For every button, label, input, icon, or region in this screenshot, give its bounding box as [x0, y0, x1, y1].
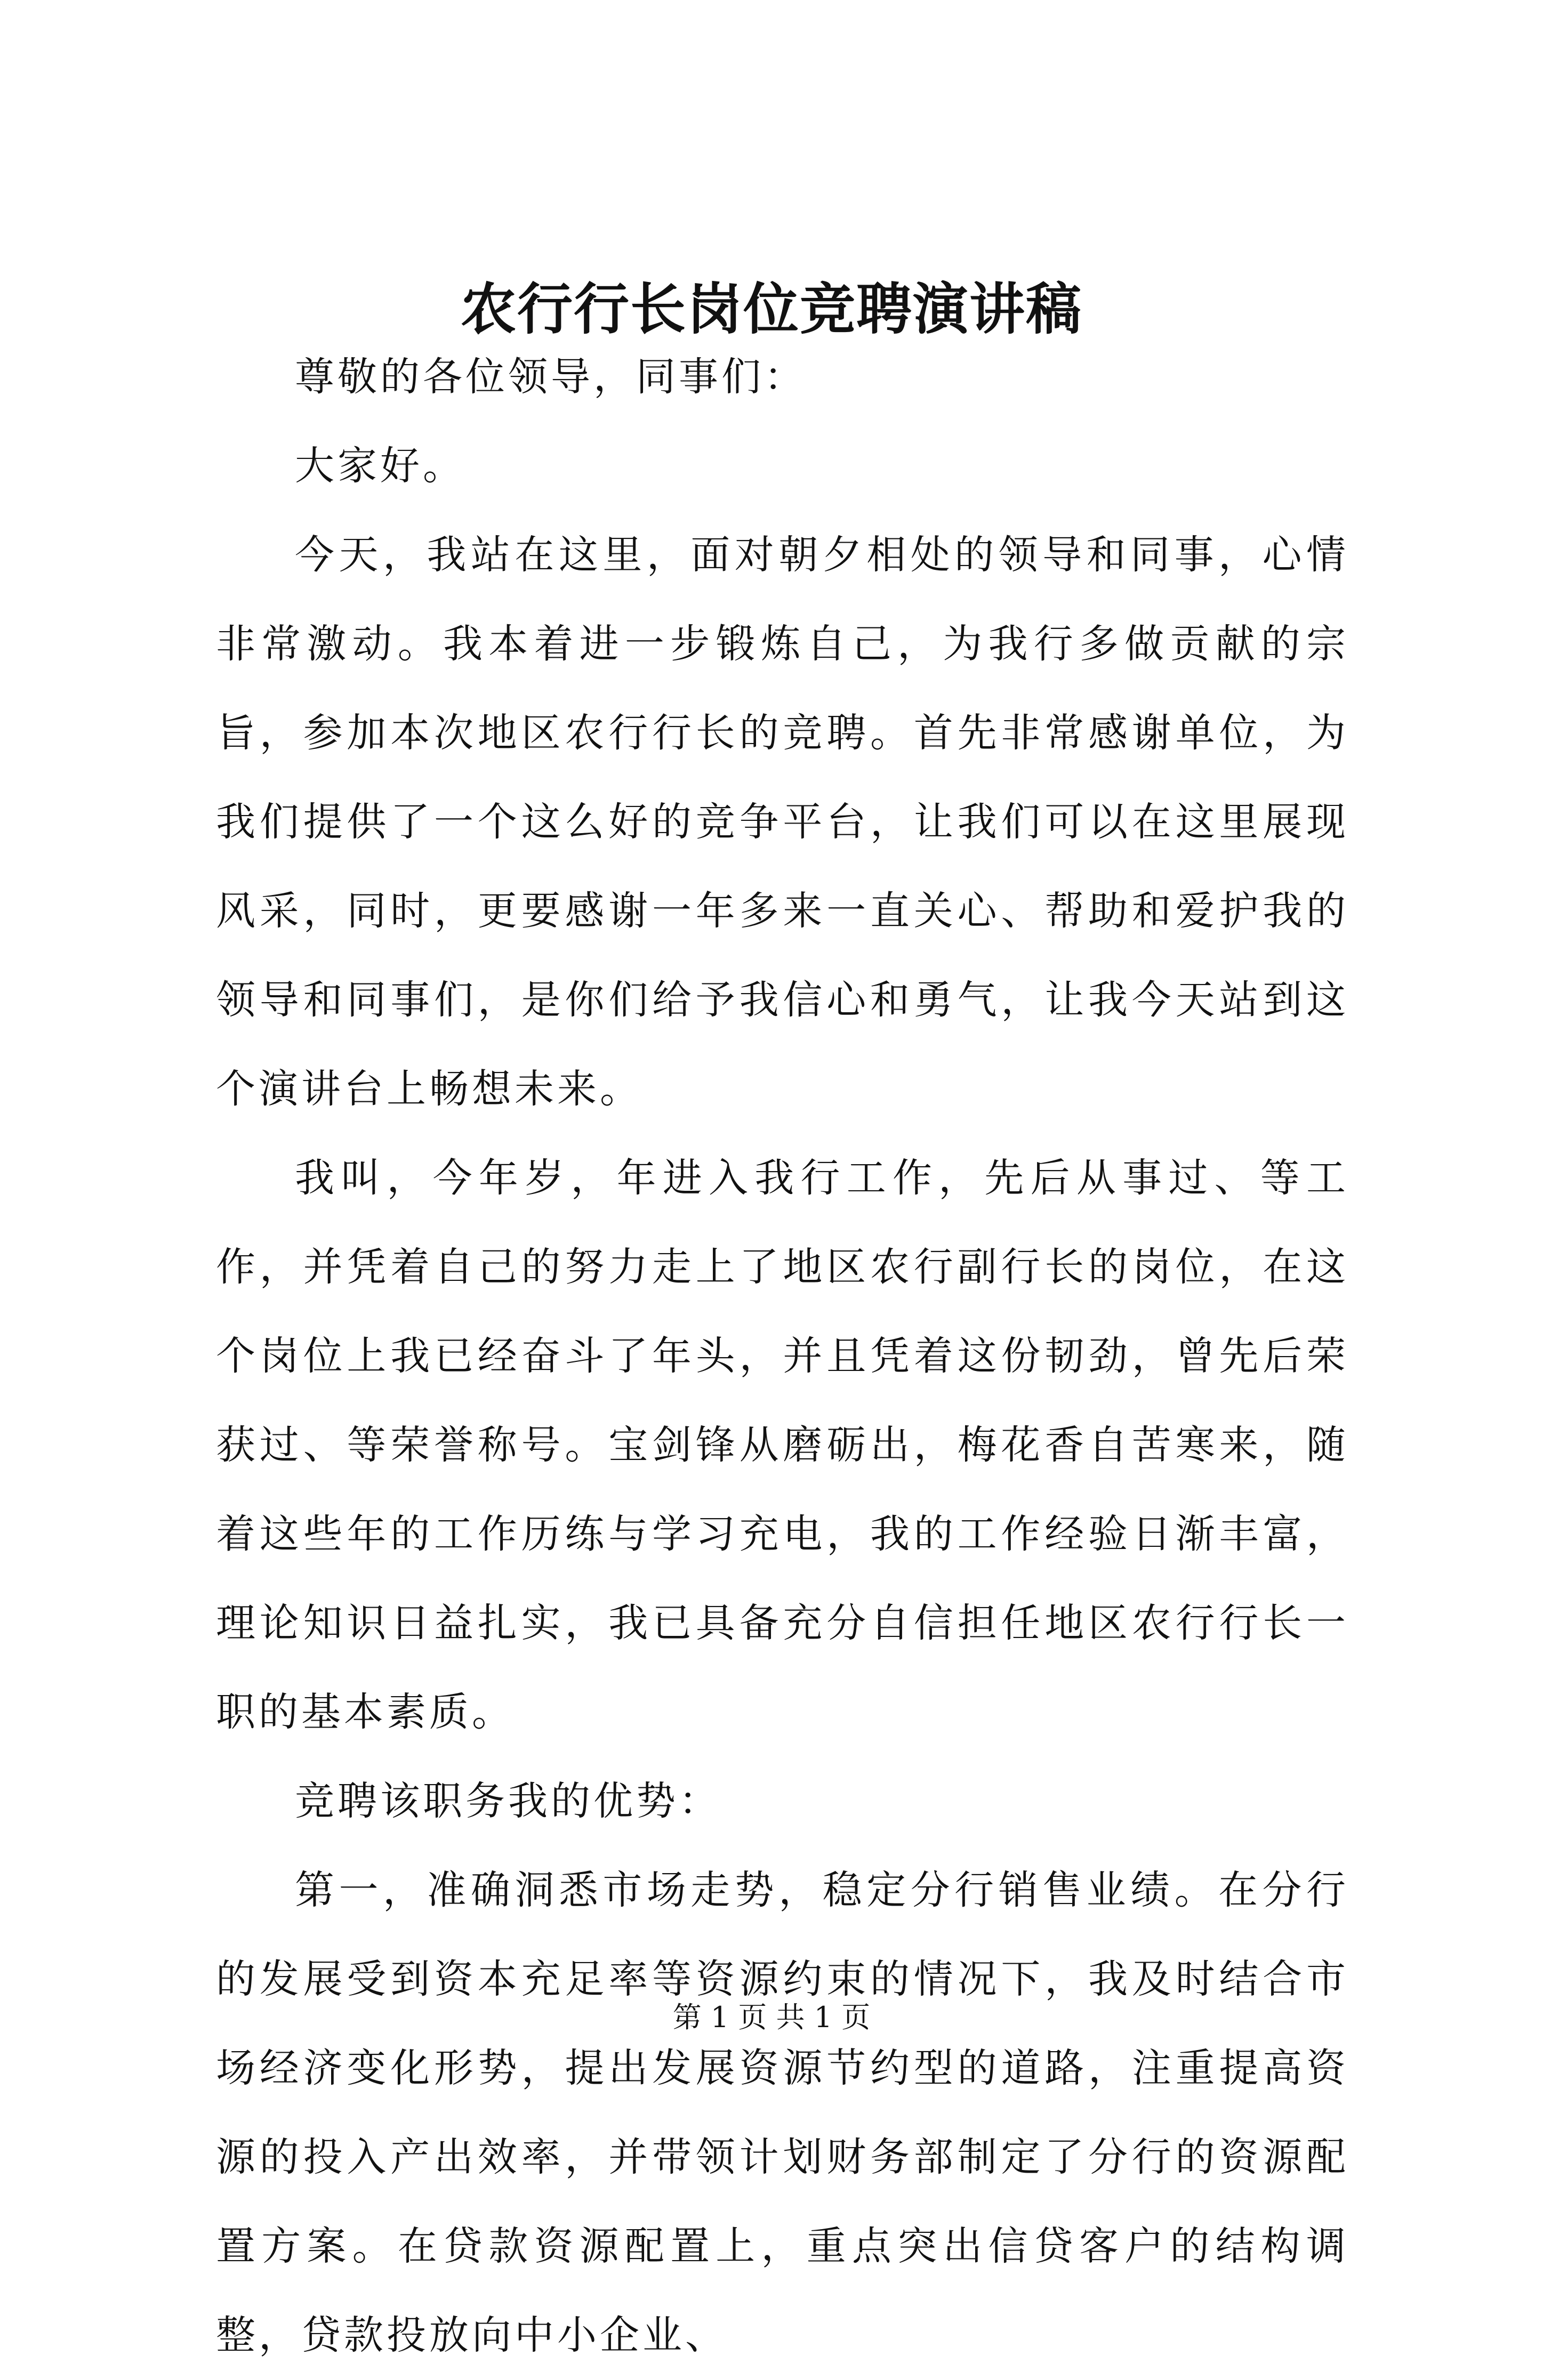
advantages-heading-paragraph: 竞聘该职务我的优势：: [295, 1778, 721, 1824]
document-title: 农行行长岗位竞聘演讲稿: [460, 276, 1082, 342]
self-introduction-paragraph: 我叫，今年岁，年进入我行工作，先后从事过、等工作，并凭着自己的努力走上了地区农行副行长的岗位，在这个岗位上我已经奋斗了年头，并且凭着这份韧劲，曾先后荣获过、等荣誉称号。宝剑锋从磨砺出，梅花香自苦寒来，随着这些年的工作历练与学习充电，我的工作经验日渐丰富，理论知识日益扎实，我已具备充分自信担任地区农行行长一职的基本素质。: [216, 1155, 1349, 1735]
salutation-paragraph: 尊敬的各位领导，同事们：: [295, 354, 807, 400]
greeting-paragraph: 大家好。: [295, 443, 465, 489]
page-footer: 第 1 页 共 1 页: [672, 2000, 871, 2034]
first-advantage-paragraph: 第一，准确洞悉市场走势，稳定分行销售业绩。在分行的发展受到资本充足率等资源约束的情况下，我及时结合市场经济变化形势，提出发展资源节约型的道路，注重提高资源的投入产出效率，并带领计划财务部制定了分行的资源配置方案。在贷款资源配置上，重点突出信贷客户的结构调整，贷款投放向中小企业、: [216, 1867, 1349, 2358]
intro-paragraph: 今天，我站在这里，面对朝夕相处的领导和同事，心情非常激动。我本着进一步锻炼自己，为我行多做贡献的宗旨，参加本次地区农行行长的竞聘。首先非常感谢单位，为我们提供了一个这么好的竞争平台，让我们可以在这里展现风采，同时，更要感谢一年多来一直关心、帮助和爱护我的领导和同事们，是你们给予我信心和勇气，让我今天站到这个演讲台上畅想未来。: [216, 532, 1349, 1112]
document-body: [216, 333, 1349, 2380]
